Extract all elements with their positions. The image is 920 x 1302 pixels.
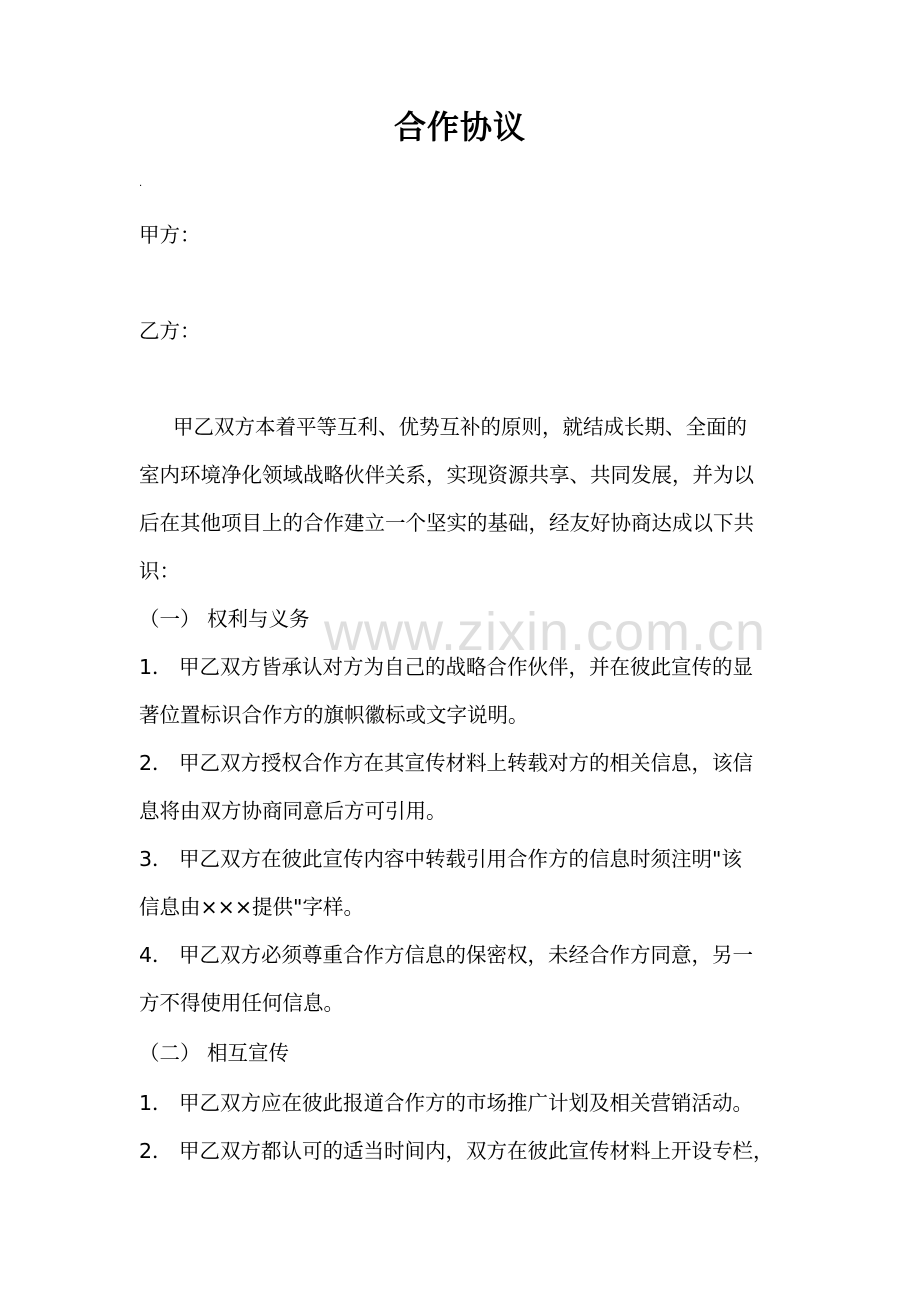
list-item-continuation: 著位置标识合作方的旗帜徽标或文字说明。 [139, 703, 529, 727]
section-1-heading: （一） 权利与义务 [139, 607, 310, 631]
list-item: 3． 甲乙双方在彼此宣传内容中转载引用合作方的信息时须注明"该 [139, 847, 742, 871]
intro-line: 识： [139, 559, 180, 583]
party-b-label: 乙方： [139, 319, 201, 343]
intro-line: 室内环境净化领域战略伙伴关系，实现资源共享、共同发展，并为以 [139, 463, 754, 487]
list-item-continuation: 方不得使用任何信息。 [139, 991, 344, 1015]
document-title: 合作协议 [393, 108, 526, 146]
list-item: 2． 甲乙双方都认可的适当时间内，双方在彼此宣传材料上开设专栏， [139, 1139, 774, 1163]
list-item: 4． 甲乙双方必须尊重合作方信息的保密权，未经合作方同意，另一 [139, 943, 754, 967]
watermark: www.zixin.com.cn [323, 602, 767, 662]
stray-dot: . [139, 178, 143, 189]
list-item-continuation: 息将由双方协商同意后方可引用。 [139, 799, 447, 823]
section-2-heading: （二） 相互宣传 [139, 1041, 290, 1065]
party-a-label: 甲方： [139, 223, 201, 247]
list-item: 1． 甲乙双方皆承认对方为自己的战略合作伙伴，并在彼此宣传的显 [139, 655, 754, 679]
list-item: 2． 甲乙双方授权合作方在其宣传材料上转载对方的相关信息，该信 [139, 751, 754, 775]
list-item-continuation: 信息由×××提供"字样。 [139, 895, 364, 919]
intro-line: 甲乙双方本着平等互利、优势互补的原则，就结成长期、全面的 [173, 415, 747, 439]
intro-line: 后在其他项目上的合作建立一个坚实的基础，经友好协商达成以下共 [139, 511, 754, 535]
list-item: 1． 甲乙双方应在彼此报道合作方的市场推广计划及相关营销活动。 [139, 1091, 754, 1115]
